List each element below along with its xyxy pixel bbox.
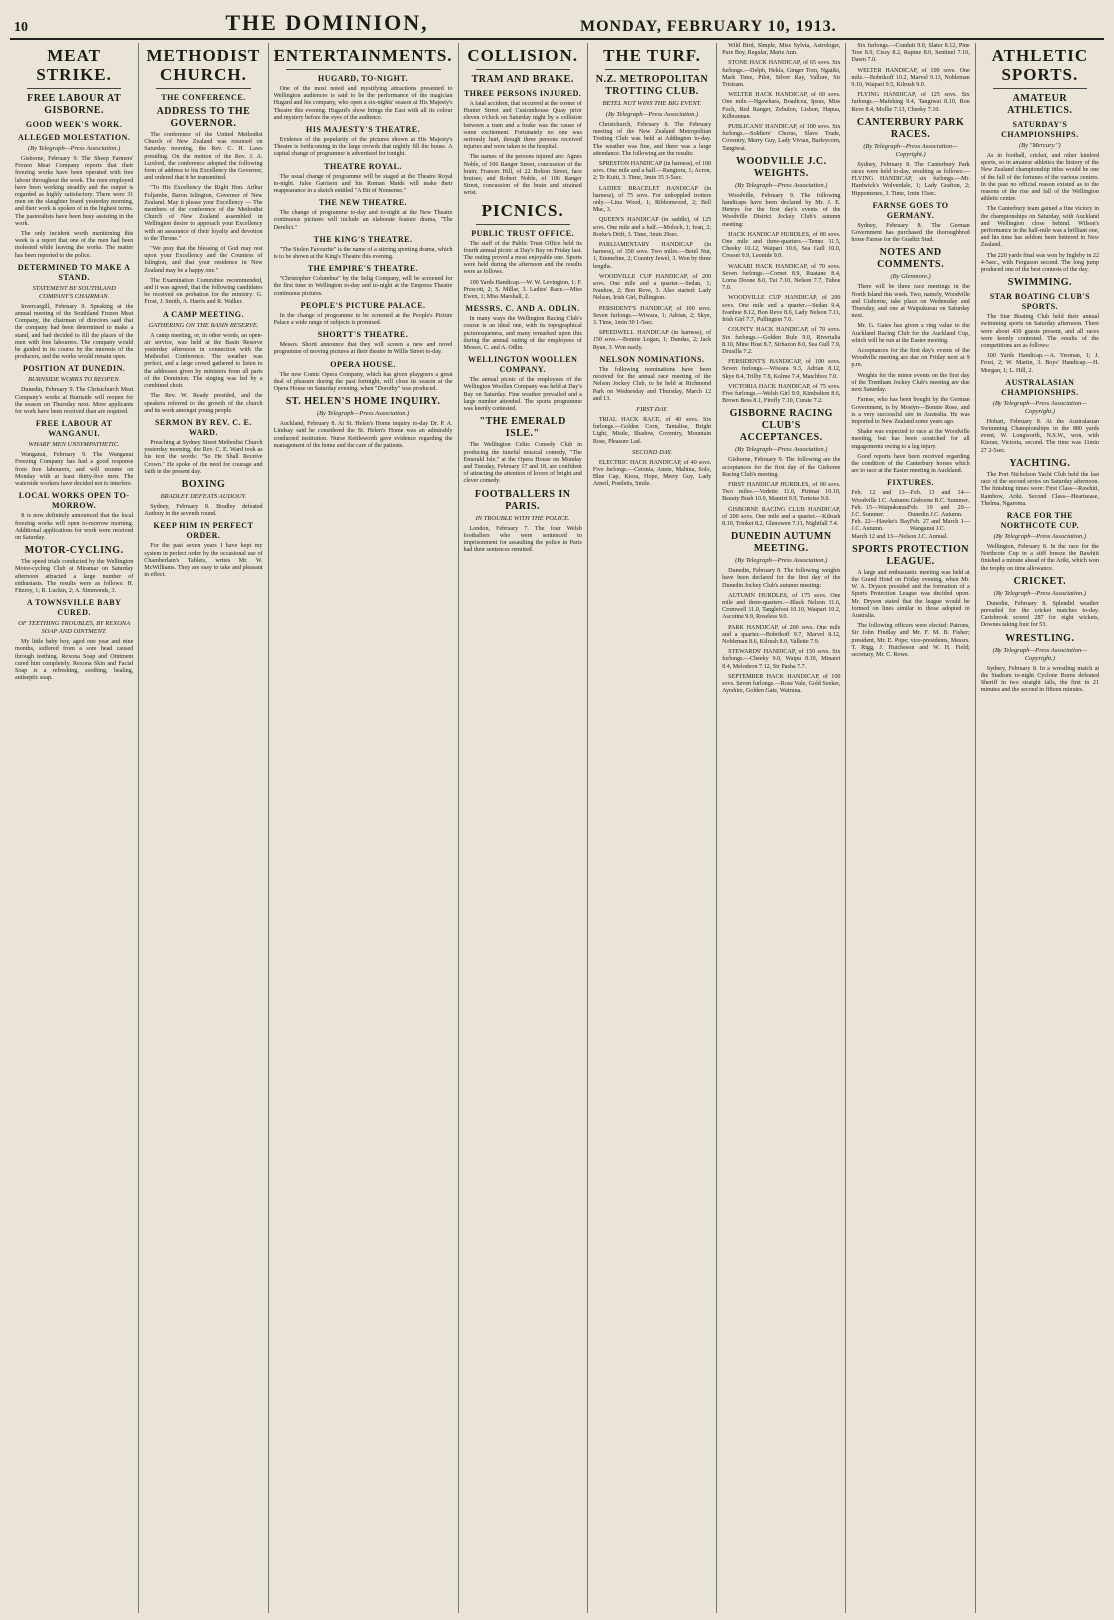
article-heading: SATURDAY'S CHAMPIONSHIPS. <box>1001 120 1079 139</box>
column-1 <box>10 43 139 1613</box>
article-heading: FREE LABOUR AT WANGANUI. <box>35 419 113 439</box>
article-paragraph: The conference of the United Methodist Church of New Zealand was resumed on Saturday morning, the Rev. C. H. Laws presiding. On the motion of the Rev. J. A. Luxford, the conference adopted the following form of address to his Excellency the Governor, and ordered that it be transmitted. <box>144 132 263 182</box>
article-heading: FARNSE GOES TO GERMANY. <box>872 200 949 220</box>
article-paragraph: The Examination Committee recommended, and it was agreed, that the following candidates be received on probation for the ministry: G. Frost, J. Smith, A. Harris and R. Walker. <box>144 277 263 306</box>
article-heading: MESSRS. C. AND A. ODLIN. <box>465 304 580 314</box>
article-heading: "THE EMERALD ISLE." <box>479 416 566 440</box>
article-paragraph: Gisborne, February 9. The Sheep Farmers' Frozen Meat Company reports that their freezing works have been operated with free labour throughout the week. The men employed have been working steadily and the output is regarded as highly satisfactory. There were 31 men on the slaughter board yesterday morning, and their work is spoken of in the highest terms. The pastoralists have been busy assisting in the work. <box>15 156 134 227</box>
article-heading: THE TURF. <box>603 46 701 65</box>
article-paragraph: Six furlongs.—Conduit 9.0, Slater 8.12, Pine Tree 8.9, Cissy 8.2, Rapine 8.0, Sentinel 7.10, Dawn 7.0. <box>851 43 970 64</box>
article-paragraph: WOODVILLE CUP HANDICAP, of 200 sovs. One mile and a quarter.—Sedan 9.4, Ivanhoe 8.12, Bon Reve 8.6, Lady Nelson 7.11, Irish Girl 7.7, Pullington 7.0. <box>722 295 841 324</box>
fixture-entry: March 12 and 13—Nelson J.C. Annual. <box>851 533 948 540</box>
article-heading: WELLINGTON WOOLLEN COMPANY. <box>467 355 578 375</box>
article-heading: SHORTT'S THEATRE. <box>317 330 409 340</box>
dateline: (By Telegraph—Press Association.) <box>735 446 828 454</box>
article-paragraph: PUBLICANS' HANDICAP, of 100 sovs. Six furlongs.—Soldiers' Chorus, Slave Trade, Coventry, Merry Guy, Lady Vivian, Barleycorn, Tangiwai. <box>722 124 841 152</box>
article-paragraph: The annual picnic of the employees of the Wellington Woollen Company was held at Day's Bay on Saturday. Fine weather prevailed and a large number attended. The sports programme was keenly contested. <box>463 377 582 413</box>
article-heading: COLLISION. <box>467 46 578 65</box>
article-paragraph: Sydney, February 8. Bradley defeated Audouy in the seventh round. <box>144 503 263 518</box>
article-paragraph: The new Comic Opera Company, which has given playgoers a great deal of pleasure during the past fortnight, will close its season at the Opera House on Saturday evening, when "Dorothy" was produced. <box>273 371 453 393</box>
article-paragraph: Shake was expected to race at the Woodville meeting, but has been scratched for all engagements owing to a leg injury. <box>851 429 970 450</box>
article-paragraph: A camp meeting, or, in other words, an open-air service, was held at the Basin Reserve yesterday afternoon in connection with the Methodist Conference. The weather was perfect, and a large crowd gathered to listen to the addresses given by ministers from all parts of the Dominion. The singing was led by a combined choir. <box>144 332 263 390</box>
article-heading: SPORTS PROTECTION LEAGUE. <box>852 543 969 567</box>
column-4 <box>459 43 588 1613</box>
article-paragraph: PARLIAMENTARY HANDICAP (in harness), of 350 sovs. Two miles.—Betel Nut, 1; Emmeline, 2; Country Jewel, 3. Won by three lengths. <box>592 242 712 270</box>
article-heading: STAR BOATING CLUB'S SPORTS. <box>989 292 1091 312</box>
dateline: (By Telegraph—Press Association.) <box>735 181 828 189</box>
dateline: (By Glenmore.) <box>890 273 931 281</box>
article-heading: OPERA HOUSE. <box>330 359 396 369</box>
dateline: BURNSIDE WORKS TO REOPEN. <box>27 376 121 384</box>
article-paragraph: SEPTEMBER HACK HANDICAP, of 100 sovs. Seven furlongs.—Rose Vale, Gold Seeker, Ayrshire, Golden Gate, Wairuna. <box>722 673 841 695</box>
article-paragraph: PERSIDENT'S HANDICAP, of 100 sovs. Seven furlongs.—Wiwara, 1; Adrian, 2; Skye, 3. Time, 1min 30 1-5sec. <box>592 305 712 327</box>
article-heading: N.Z. METROPOLITAN TROTTING CLUB. <box>595 74 709 97</box>
article-heading: HUGARD, TO-NIGHT. <box>318 74 409 83</box>
article-heading: CRICKET. <box>1013 575 1067 587</box>
column-container <box>10 43 1104 1613</box>
fixture-entry: Feb. 13 and 14—Gisborne R.C. Summer. <box>910 490 970 504</box>
article-paragraph: Farnse, who has been bought by the German Government, is by Mostyn—Bonnie Rose, and is a very successful sire in Australia. He was imported to New Zealand some years ago. <box>851 397 970 425</box>
fixture-row <box>851 534 969 541</box>
article-paragraph: The 220 yards final was won by Ingleby in 22 4-5sec., with Ferguson second. The long jump produced one of the best contests of the day. <box>980 252 1100 274</box>
dateline: (By "Mercury.") <box>1019 142 1061 149</box>
article-paragraph: VICTORIA HACK HANDICAP, of 75 sovs. Five furlongs.—Welsh Girl 9.0, Kimbolton 8.6, Brown Bess 8.1, Firefly 7.10, Curate 7.2. <box>722 383 841 405</box>
article-paragraph: "Christopher Columbus" by the Selig Company, will be screened for the first time in Wellington to-day and to-night at the Empress Theatre continuous pictures. <box>273 276 453 297</box>
article-heading: MEAT STRIKE. <box>36 46 112 84</box>
article-paragraph: The Wellington Celtic Comedy Club in producing the tuneful musical comedy, "The Emerald Isle," at the Opera House on Monday and Tuesday, February 17 and 18, are confident of attracting the attention of lovers of bright and clever comedy. <box>463 442 582 485</box>
article-paragraph: GISBORNE RACING CLUB HANDICAP, of 200 sovs. One mile and a quarter.—Kilrush 8.10, Trinket 8.2, Glenowen 7.11, Nightfall 7.4. <box>722 506 841 527</box>
article-heading: THREE PERSONS INJURED. <box>463 89 582 98</box>
article-paragraph: The Rev. W. Ready presided, and the speakers referred to the growth of the church and its work amongst young people. <box>144 393 263 414</box>
article-paragraph: The usual change of programme will be staged at the Theatre Royal to-night. Jules Garrison and his Roman Maids will make their reappearance in a sketch entitled "A Bit of Nonsense." <box>273 173 453 195</box>
article-paragraph: STONE HACK HANDICAP, of 65 sovs. Six furlongs.—Delph, Hekla, Ginger Tom, Ngatiki, Mark Time, Pilot, Silver Ray, Vallore, Sir Tristram. <box>722 60 841 89</box>
article-paragraph: The speed trials conducted by the Wellington Motor-cycling Club at Miramar on Saturday afternoon attracted a large number of enthusiasts. The results were as follows: H. Fitzroy, 1; R. Luckin, 2; A. Simmonds, 3. <box>15 559 134 594</box>
dateline: (By Telegraph—Press Association.) <box>993 589 1087 597</box>
article-paragraph: Christchurch, February 8. The February meeting of the New Zealand Metropolitan Trotting Club was held at Addington to-day. The weather was fine, and there was a large attendance. The following are the results: <box>592 122 712 157</box>
column-6 <box>717 43 846 1613</box>
article-paragraph: LADIES' BRACELET HANDICAP (in harness), of 75 sovs. For unhoppled trotters only.—Lina Wood, 1; Ribbonwood, 2; Bell Mac, 3. <box>592 185 712 214</box>
article-paragraph: The following nominations have been received for the annual race meeting of the Nelson Jockey Club, to be held at Richmond Park on Wednesday and Thursday, March 12 and 13. <box>592 366 712 402</box>
article-paragraph: The only incident worth mentioning this week is a report that one of the men had been molested while leaving the works. The matter has been reported to the police. <box>15 231 134 259</box>
dateline: OF TEETHING TROUBLES, BY REXONA SOAP AND OINTMENT. <box>18 620 131 636</box>
dateline: (By Telegraph—Press Association.) <box>993 532 1087 540</box>
article-paragraph: WELTER HANDICAP, of 100 sovs. One mile.—Bobrikoff 10.2, Marvel 9.13, Nobleman 9.10, Waipari 9.5, Kilrush 9.0. <box>851 67 970 89</box>
fixture-entry: Feb. 19 and 20—Dunedin J.C. Autumn. <box>907 504 970 518</box>
article-heading: GISBORNE RACING CLUB'S ACCEPTANCES. <box>729 408 833 444</box>
article-paragraph: Woodville, February 9. The following handicaps have been declared by Mr. J. E. Henrys for the first day's events of the Woodville District Jockey Club's autumn meeting: <box>722 192 841 228</box>
article-paragraph: The change of programme to-day and to-night at the New Theatre continuous pictures will include an elaborate feature drama, "The Derelict." <box>273 210 453 231</box>
article-paragraph: TRIAL HACK RACE, of 40 sovs. Six furlongs.—Golden Corn, Tantalise, Bright Light, Mistle, Shadow, Coventry, Mountain Rose, Pleasure Lad. <box>592 416 712 445</box>
article-paragraph: Preaching at Sydney Street Methodist Church yesterday morning, the Rev. C. E. Ward took as his text the words: "So He Shall Receive Crown." He spoke of the need for courage and faith in the present day. <box>144 439 263 475</box>
heading-rule <box>476 69 570 70</box>
column-7 <box>846 43 975 1613</box>
article-paragraph: "We pray that the blessing of God may rest upon your Excellency and the Countess of Islington, and that your residence in New Zealand may be a happy one." <box>144 246 263 274</box>
heading-rule <box>286 69 441 70</box>
article-paragraph: Wild Bird, Simple, Miss Sylvia, Astrologer, Pure Boy, Regular, Marie Ann. <box>722 43 841 57</box>
article-heading: ENTERTAINMENTS. <box>273 46 453 65</box>
article-paragraph: London, February 7. The four Welsh footballers who were sentenced to imprisonment for assaulting the police in Paris had their sentences remitted. <box>463 525 582 554</box>
article-heading: THE NEW THEATRE. <box>318 198 408 208</box>
article-heading: A TOWNSVILLE BABY CURED. <box>26 598 122 618</box>
article-paragraph: A fatal accident, that occurred at the corner of Hunter Street and Customhouse Quay prior eleven o'clock on Saturday night by a collision between a tram and a brake was the cause of some excitement. Fortunately no one was seriously hurt, though three persons received injuries and were taken to the hospital. <box>463 101 582 151</box>
fixture-entry: Feb. 15—Waipukurau J.C. Summer. <box>851 504 908 518</box>
dateline: (By Telegraph—Press Association.) <box>735 557 828 565</box>
dateline: WHARF MEN UNSYMPATHETIC. <box>28 441 120 449</box>
article-paragraph: "To His Excellency the Right Hon. Arthur Foljambe, Baron Islington, Governor of New Zealand. May it please your Excellency — The members of the conference of the Methodist Church of New Zealand assembled in Wellington desire to approach your Excellency with an assurance of their loyalty and devotion to the Throne." <box>144 185 263 242</box>
dateline: (By Telegraph—Press Association—Copyright.) <box>992 399 1088 415</box>
fixture-row <box>851 519 969 533</box>
article-paragraph: STEWARDS' HANDICAP, of 150 sovs. Six furlongs.—Cheeky 9.0, Waipu 8.10, Minaret 8.4, Melodeon 7.12, Sir Pasha 7.7. <box>722 649 841 670</box>
issue-date: MONDAY, FEBRUARY 10, 1913. <box>580 18 837 35</box>
article-heading: WOODVILLE J.C. WEIGHTS. <box>735 155 827 179</box>
article-paragraph: The staff of the Public Trust Office held its fourth annual picnic at Day's Bay on Friday last. The outing proved a most enjoyable one. Sports were held during the afternoon and the results were as follows. <box>463 240 582 276</box>
article-heading: NOTES AND COMMENTS. <box>877 247 945 271</box>
article-paragraph: As in football, cricket, and other kindred sports, so in amateur athletics the history of the New Zealand championship titles would be one of the fall of the fortunes of the various centres. In the past no official reason existed as to the reasons of the rise and fall of the Wellington athletic centre. <box>980 153 1100 203</box>
article-heading: BOXING <box>181 478 226 490</box>
article-paragraph: There will be three race meetings in the North Island this week. Two, namely, Woodville and Gisborne, take place on Wednesday and Thursday, and one at Waipukurau on Saturday next. <box>851 284 970 320</box>
article-paragraph: 100 Yards Handicap.—A. Yeoman, 1; J. Frost, 2; W. Martin, 3. Boys' Handicap.—H. Morgan, 1; L. Hill, 2. <box>980 353 1100 374</box>
article-heading: YACHTING. <box>1009 457 1071 469</box>
article-heading: HIS MAJESTY'S THEATRE. <box>306 125 421 135</box>
article-paragraph: Sydney, February 8. In a wrestling match at the Stadium to-night Cyclone Burns defeated Sheriff in two straight falls, the first in 21 minutes and the second in fifteen minutes. <box>980 665 1100 694</box>
fixture-row <box>851 505 969 519</box>
heading-rule <box>993 88 1087 89</box>
article-heading: MOTOR-CYCLING. <box>24 545 124 557</box>
article-heading: WRESTLING. <box>1005 632 1075 644</box>
article-heading: LOCAL WORKS OPEN TO-MORROW. <box>18 491 130 511</box>
article-paragraph: Dunedin, February 8. Splendid weather prevailed for the cricket matches to-day. Carisbrook scored 287 for eight wickets, Downes taking four for 53. <box>980 600 1100 629</box>
article-heading: FIXTURES. <box>887 478 935 488</box>
article-heading: ST. HELEN'S HOME INQUIRY. <box>285 396 441 408</box>
dateline: BRADLEY DEFEATS AUDOUY. <box>160 492 247 500</box>
article-paragraph: QUEEN'S HANDICAP (in saddle), of 125 sovs. One mile and a half.—Moloch, 1; Ivan, 2; Rorke's Drift, 3. Time, 3min 29sec. <box>592 217 712 238</box>
dateline: (By Telegraph—Press Association.) <box>27 145 121 152</box>
article-heading: DUNEDIN AUTUMN MEETING. <box>730 531 832 555</box>
article-paragraph: HACK HANDICAP HURDLES, of 80 sovs. One mile and three-quarters.—Tenno 11.5, Cheeky 10.12, Waipari 10.6, Sea Gull 10.0, Cresset 9.9, Leonide 9.0. <box>722 231 841 260</box>
article-paragraph: Invercargill, February 9. Speaking at the annual meeting of the Southland Frozen Meat Company, the chairman of directors said that the company had been determined to make a stand, and had decided to fill the places of the men with free labourers. The company would be guided in its course by the interests of the producers, and the works would remain open. <box>15 303 134 361</box>
article-heading: SERMON BY REV. C. E. WARD. <box>154 417 252 437</box>
article-paragraph: My little baby boy, aged one year and nine months, suffered from a sore head caused through teething. Rexona Soap and Ointment cured him completely. Rexona Skin and Facial Soap is a refreshing, soothing, healing, antiseptic soap. <box>15 639 134 682</box>
dateline: BETEL NUT WINS THE BIG EVENT. <box>602 100 702 107</box>
article-paragraph: Hobart, February 8. At the Australasian Swimming Championships in the 880 yards event, W. Longworth, N.S.W., won, with Kieran, Victoria, second. The time was 11min 27 2-5sec. <box>980 418 1100 454</box>
article-heading: POSITION AT DUNEDIN. <box>22 364 126 374</box>
article-heading: SWIMMING. <box>1007 277 1072 289</box>
article-heading: THE CONFERENCE. <box>161 93 246 102</box>
fixture-row <box>851 490 969 504</box>
article-heading: PUBLIC TRUST OFFICE. <box>471 228 575 238</box>
dateline: STATEMENT BY SOUTHLAND COMPANY'S CHAIRMAN. <box>32 284 116 300</box>
article-heading: FOOTBALLERS IN PARIS. <box>474 488 571 512</box>
article-heading: AUSTRALASIAN CHAMPIONSHIPS. <box>1001 377 1079 397</box>
article-heading: ADDRESS TO THE GOVERNOR. <box>156 106 251 129</box>
article-paragraph: WAKARI HACK HANDICAP, of 70 sovs. Seven furlongs.—Cornet 8.9, Ruatane 8.4, Lorna Doone 8.0, Tui 7.10, Nelson 7.7, Tuhoe 7.0. <box>722 263 841 292</box>
dateline: IN TROUBLE WITH THE POLICE. <box>475 514 570 522</box>
article-heading: NELSON NOMINATIONS. <box>599 354 705 364</box>
page-number: 10 <box>14 20 28 35</box>
article-paragraph: FIRST HANDICAP HURDLES, of 90 sovs. Two miles.—Vedette 11.0, Pirimai 10.10, Beauty Bush 10.0, Mauriri 9.9, Tortoise 9.0. <box>722 481 841 503</box>
article-paragraph: WOODVILLE CUP HANDICAP, of 200 sovs. One mile and a quarter.—Sedan, 1; Ivanhoe, 2; Bon Reve, 3. Also started: Lady Nelson, Irish Girl, Pullington. <box>592 273 712 302</box>
column-2 <box>139 43 268 1613</box>
column-5 <box>588 43 717 1613</box>
article-paragraph: SPEEDWELL HANDICAP (in harness), of 150 sovs.—Bonnie Logan, 1; Dundas, 2; Jack Ryan, 3. Won easily. <box>592 330 712 351</box>
article-heading: PICNICS. <box>481 200 564 220</box>
article-heading: THEATRE ROYAL. <box>324 161 402 171</box>
article-heading: FREE LABOUR AT GISBORNE. <box>27 93 122 116</box>
article-paragraph: Dunedin, February 9. The Christchurch Meat Company's works at Burnside will reopen for the season on Thursday next. More applicants for work have been received than are required. <box>15 387 134 416</box>
article-paragraph: Weights for the minor events on the first day of the Trentham Jockey Club's meeting are due next Saturday. <box>851 372 970 394</box>
article-heading: THE EMPIRE'S THEATRE. <box>307 264 419 274</box>
article-heading: PEOPLE'S PICTURE PALACE. <box>300 300 426 310</box>
article-paragraph: Sydney, February 8. The German Government has purchased the thoroughbred horse Farnse for the Graditz Stud. <box>851 222 970 244</box>
article-paragraph: Evidence of the popularity of the pictures shown at His Majesty's Theatre is forthcoming in the large crowds that nightly fill the house. A capital change of programme is advertised for tonight. <box>273 137 453 158</box>
fixture-entry: Feb. 22—Hawke's Bay J.C. Autumn. <box>851 519 910 533</box>
article-paragraph: Messrs. Shortt announce that they will screen a new and novel programme of moving pictures at their theatre in Willis Street to-day. <box>273 342 453 356</box>
heading-rule <box>476 224 570 225</box>
article-heading: AMATEUR ATHLETICS. <box>1007 93 1073 116</box>
heading-rule <box>605 69 699 70</box>
dateline: FIRST DAY. <box>636 405 668 413</box>
heading-rule <box>27 88 121 89</box>
article-paragraph: FERSIDENT'S HANDICAP, of 100 sovs. Seven furlongs.—Wiwara 9.3, Adrian 8.12, Skye 8.4, Trilby 7.8, Kolme 7.4, Matchbox 7.0. <box>722 359 841 380</box>
article-paragraph: Mr. G. Gates has given a ring value to the Auckland Racing Club for the Auckland Cup, which will be run at the Easter meeting. <box>851 323 970 344</box>
article-paragraph: It is now definitely announced that the local freezing works will open to-morrow morning. Additional applications for work were received on Saturday. <box>15 513 134 541</box>
article-heading: KEEP HIM IN PERFECT ORDER. <box>153 521 254 541</box>
article-paragraph: Auckland, February 8. At St. Helen's Home inquiry to-day Dr. P. A. Lindsay said he considered the St. Helen's Home was an admirably conducted institution. Nurse Kettleworth gave evidence regarding the management of the home and the care of the patients. <box>273 421 453 449</box>
article-paragraph: Good reports have been received regarding the condition of the Canterbury horses which are to race at the Easter meeting in Auckland. <box>851 453 970 475</box>
article-heading: CANTERBURY PARK RACES. <box>856 116 965 140</box>
dateline: (By Telegraph—Press Association.) <box>605 111 699 118</box>
article-paragraph: 100 Yards Handicap.—W. W. Levington, 1; F. Prescott, 2; S. Millar, 3. Ladies' Race.—Miss Ewen, 1; Miss Marshall, 2. <box>463 279 582 301</box>
article-heading: DETERMINED TO MAKE A STAND. <box>17 262 131 282</box>
article-paragraph: Gisborne, February 9. The following are the acceptances for the first day of the Gisborne Racing Club's meeting. <box>722 457 841 478</box>
article-paragraph: WELTER HACK HANDICAP, of 60 sovs. One mile.—Ngawhara, Boadicea, Ipsus, Miss Foch, Red Ranger, Zebulon, Lisbon, Hapua, Kilbrannan. <box>722 92 841 120</box>
article-paragraph: Wellington, February 8. In the race for the Northcote Cup in a stiff breeze the Rawhiti finished a minute ahead of the Ariki, which won the trophy on time allowance. <box>980 543 1100 572</box>
article-heading: RACE FOR THE NORTHCOTE CUP. <box>1000 510 1080 530</box>
article-paragraph: COUNTY HACK HANDICAP, of 70 sovs. Six furlongs.—Golden Rule 9.0, Rivertalia 8.10, Mine Host 8.7, Sirhazon 8.0, Sea Gull 7.9, Drusilla 7.2. <box>722 327 841 355</box>
article-heading: METHODIST CHURCH. <box>146 46 261 84</box>
article-heading: ALLEGED MOLESTATION. <box>17 133 131 142</box>
article-paragraph: The names of the persons injured are: Agnes Noble, of 106 Ranger Street, concussion of the brain; Frances Hill, of 22 Bolton Street, face bruises; and Robert Noble, of 106 Ranger Street, concussion of the brain and strained wrist. <box>463 154 582 197</box>
article-paragraph: In many ways the Wellington Racing Club's course is an ideal one, with its topographical picturesqueness, and many remarked upon this during the annual outing of the employees of Messrs. C. and A. Odlin. <box>463 316 582 352</box>
dateline: GATHERING ON THE BASIN RESERVE. <box>148 321 259 329</box>
dateline: (By Telegraph—Press Association—Copyright.) <box>992 646 1088 662</box>
article-paragraph: AUTUMN HURDLES, of 175 sovs. One mile and three-quarters.—Black Nelson 11.6, Cromwell 11.0, Tanglefoot 10.10, Waipari 10.2, Ascotine 9.9, Roseless 9.0. <box>722 592 841 621</box>
column-3 <box>269 43 459 1613</box>
dateline: (By Telegraph—Press Association.) <box>316 410 410 418</box>
article-paragraph: A large and enthusiastic meeting was held at the Grand Hotel on Friday evening, when Mr. W. A. Dryson presided and the formation of a Sports Protection League was decided upon. Mr. Dryson stated that the league would be formed on lines similar to those adopted in Australia. <box>851 569 970 619</box>
article-heading: TRAM AND BRAKE. <box>471 74 574 85</box>
article-paragraph: The following officers were elected: Patrons, Sir John Findlay and Mr. F. M. B. Fisher; president, Mr. E. Pope; vice-presidents, Messrs. T. Rigg, J. Hutcheson and W. H. Field; secretary, Mr. C. Rowe. <box>851 623 970 658</box>
article-heading: THE KING'S THEATRE. <box>313 234 413 244</box>
article-paragraph: "The Stolen Favourite" is the name of a stirring sporting drama, which is to be shown at the King's Theatre this evening. <box>273 246 453 261</box>
article-paragraph: SPRESTON HANDICAP (in harness), of 100 sovs. One mile and a half.—Rangiora, 1; Acron, 2; Te Kuiti, 3. Time, 3min 35 3-5sec. <box>592 161 712 182</box>
fixture-entry: Feb. 27 and March 1—Wanganui J.C. <box>909 519 970 533</box>
article-paragraph: Dunedin, February 8. The following weights have been declared for the first day of the Dunedin Jockey Club's autumn meeting: <box>722 568 841 589</box>
paper-title: THE DOMINION, <box>225 10 429 35</box>
article-heading: ATHLETIC SPORTS. <box>991 46 1089 84</box>
article-paragraph: For the past seven years I have kept my system in perfect order by the occasional use of Chamberlain's Tablets, writes Mr. W. McWilliams. They are easy to take and pleasant in effect. <box>144 543 263 579</box>
dateline: (By Telegraph—Press Association—Copyright.) <box>863 142 958 158</box>
article-paragraph: ELECTRIC HACK HANDICAP, of 40 sovs. Five furlongs.—Cetonia, Annie, Mahina, Solo, Blue Cap, Kiora, Hope, Merry Guy, Lady Arneil, Postletts, Smile. <box>592 459 712 488</box>
article-paragraph: One of the most noted and mystifying attractions presented to Wellington audiences is said to be the performance of the magician Hugard and his company, who open a six-nights' season at His Majesty's Theatre this evening. Hugard's show brings the East with all its colour and mystery before the eyes of the audience. <box>273 86 453 121</box>
dateline: SECOND DAY. <box>632 448 672 456</box>
article-paragraph: Acceptances for the first day's events of the Woodville meeting are due on Friday next at 9 p.m. <box>851 348 970 369</box>
article-paragraph: PARK HANDICAP, of 200 sovs. One mile and a quarter.—Bobrikoff 9.7, Marvel 8.12, Nobleman 8.6, Kilrush 8.0, Vallette 7.9. <box>722 624 841 645</box>
article-paragraph: Wanganui, February 9. The Wanganui Freezing Company has had a good response from free labourers, and will resume on Monday with at least thirty-five men. The waterside workers have decided not to interfere. <box>15 452 134 488</box>
article-paragraph: The Canterbury team gained a fine victory in the championships on Saturday, with Auckland and Wellington close behind. Wilson's performance in the half-mile was a brilliant one, and his time has seldom been bettered in New Zealand. <box>980 206 1100 249</box>
article-paragraph: Sydney, February 8. The Canterbury Park races were held to-day, resulting as follows:—FLYING HANDICAP, six furlongs.—Mr. Hardwick's Wolverdale, 1; Lady Grafton, 2; Hippomenes, 3. Time, 1min 15sec. <box>851 161 970 197</box>
column-8 <box>976 43 1104 1613</box>
article-heading: A CAMP MEETING. <box>162 309 244 319</box>
article-heading: GOOD WEEK'S WORK. <box>25 120 123 129</box>
heading-rule <box>156 88 250 89</box>
article-paragraph: The Port Nicholson Yacht Club held the last race of the second series on Saturday afternoon. The finishing times were: First Class—Rawhiti, Rainbow, Ariki. Second Class—Heartsease, Thelma, Ngaroma. <box>980 471 1100 507</box>
fixture-entry: Feb. 12 and 13—Woodville J.C. Autumn. <box>851 490 911 504</box>
article-paragraph: In the change of programme to be screened at the People's Picture Palace a wide range of subjects is promised. <box>273 312 453 327</box>
article-paragraph: FLYING HANDICAP, of 125 sovs. Six furlongs.—Mafeking 9.4, Tangiwai 8.10, Bon Reve 8.4, Mollie 7.13, Cheeky 7.10. <box>851 92 970 113</box>
masthead <box>10 6 1104 40</box>
article-paragraph: The Star Boating Club held their annual swimming sports on Saturday afternoon. There were about 430 guests present, and all races were keenly contested. The results of the competitions are as follows: <box>980 314 1100 350</box>
